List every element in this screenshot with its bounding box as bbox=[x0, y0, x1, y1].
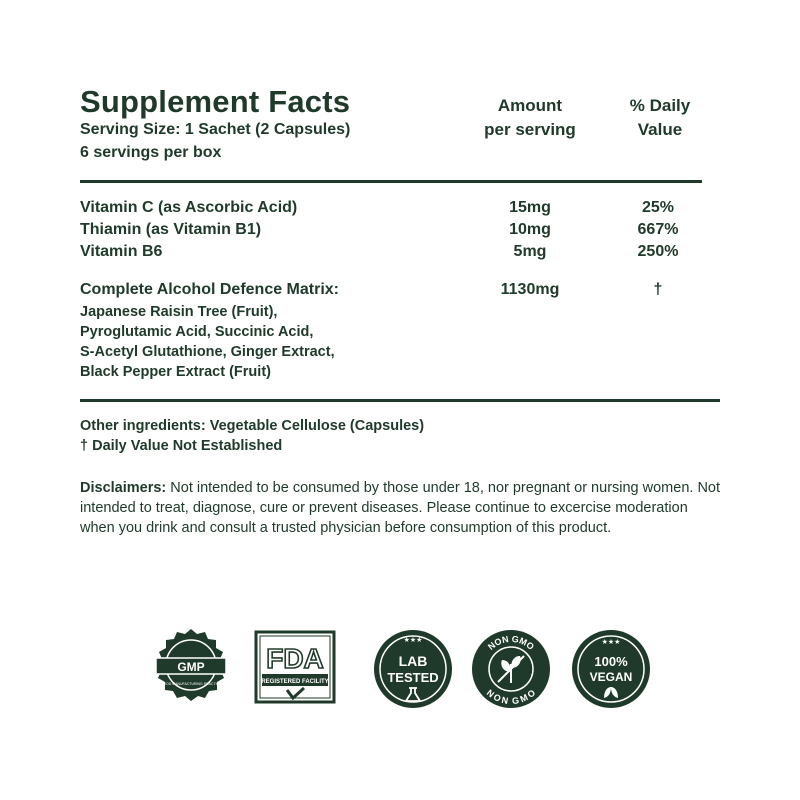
other-ingredients bbox=[80, 416, 720, 456]
nongmo-bottom-label: NON GMO bbox=[484, 687, 538, 707]
supplement-facts-panel bbox=[80, 84, 720, 538]
nutrient-list bbox=[80, 183, 720, 265]
amount-header-line1: Amount bbox=[497, 96, 563, 115]
nutrient-daily-value: 667% bbox=[637, 221, 679, 238]
nutrient-name: Vitamin C (as Ascorbic Acid) bbox=[80, 199, 298, 216]
matrix-component: Pyroglutamic Acid, Succinic Acid, bbox=[80, 324, 314, 340]
nutrient-amount: 15mg bbox=[509, 199, 551, 216]
gmp-label: GMP bbox=[177, 660, 205, 674]
matrix-daily-value: † bbox=[653, 281, 663, 298]
matrix-amount: 1130mg bbox=[500, 281, 560, 298]
fda-small-label: REGISTERED FACILITY bbox=[261, 679, 329, 685]
svg-text:★★★: ★★★ bbox=[601, 638, 621, 646]
fda-registered-icon bbox=[254, 628, 336, 710]
nutrient-daily-value: 25% bbox=[641, 199, 675, 216]
daily-value-column-header bbox=[610, 94, 710, 142]
page-title: Supplement Facts bbox=[80, 84, 351, 119]
matrix-component: S-Acetyl Glutathione, Ginger Extract, bbox=[80, 344, 335, 360]
vegan-label-line2: VEGAN bbox=[589, 670, 633, 684]
non-gmo-icon bbox=[470, 628, 552, 710]
lab-tested-icon bbox=[372, 628, 454, 710]
certification-badges bbox=[150, 628, 650, 710]
nongmo-top-label: NON GMO bbox=[486, 633, 536, 652]
nutrient-amount: 10mg bbox=[509, 221, 551, 238]
servings-per-box: 6 servings per box bbox=[80, 144, 222, 161]
daily-value-footnote: † Daily Value Not Established bbox=[80, 438, 283, 454]
disclaimer-text: Not intended to be consumed by those under 18, nor pregnant or nursing women. Not intended to treat, diagnose, cure or prevent diseases. Please continue to excercise moderation when you drink and consult a trusted physician before consumption of this product. bbox=[80, 480, 721, 536]
serving-size: Serving Size: 1 Sachet (2 Capsules) bbox=[80, 121, 351, 138]
nutrient-row bbox=[80, 199, 720, 221]
nutrient-name: Thiamin (as Vitamin B1) bbox=[80, 221, 262, 238]
disclaimer-label: Disclaimers: bbox=[80, 480, 167, 496]
gmp-small-label: GOOD MANUFACTURING PRACTICE bbox=[160, 682, 222, 686]
matrix-component: Japanese Raisin Tree (Fruit), bbox=[80, 304, 278, 320]
alcohol-defence-matrix bbox=[80, 281, 720, 399]
matrix-component: Black Pepper Extract (Fruit) bbox=[80, 364, 271, 380]
gmp-seal-icon bbox=[150, 628, 232, 710]
facts-header bbox=[80, 84, 720, 180]
other-ingredients-text: Other ingredients: Vegetable Cellulose (Capsules) bbox=[80, 418, 425, 434]
svg-text:★★★: ★★★ bbox=[403, 636, 423, 644]
vegan-icon bbox=[570, 628, 652, 710]
disclaimer bbox=[80, 478, 720, 538]
dv-header-line1: % Daily bbox=[629, 96, 691, 115]
nutrient-row bbox=[80, 221, 720, 243]
matrix-components bbox=[80, 302, 335, 382]
amount-header-line2: per serving bbox=[484, 120, 576, 139]
amount-column-header bbox=[470, 94, 590, 142]
lab-label-line1: LAB bbox=[398, 653, 428, 669]
matrix-divider bbox=[80, 399, 720, 402]
nutrient-amount: 5mg bbox=[513, 243, 547, 260]
nutrient-daily-value: 250% bbox=[637, 243, 679, 260]
lab-label-line2: TESTED bbox=[387, 670, 439, 685]
nutrient-name: Vitamin B6 bbox=[80, 243, 163, 260]
nutrient-row bbox=[80, 243, 720, 265]
dv-header-line2: Value bbox=[637, 120, 683, 139]
matrix-name: Complete Alcohol Defence Matrix: bbox=[80, 281, 340, 298]
vegan-label-line1: 100% bbox=[594, 654, 628, 669]
fda-label: FDA bbox=[266, 643, 324, 674]
